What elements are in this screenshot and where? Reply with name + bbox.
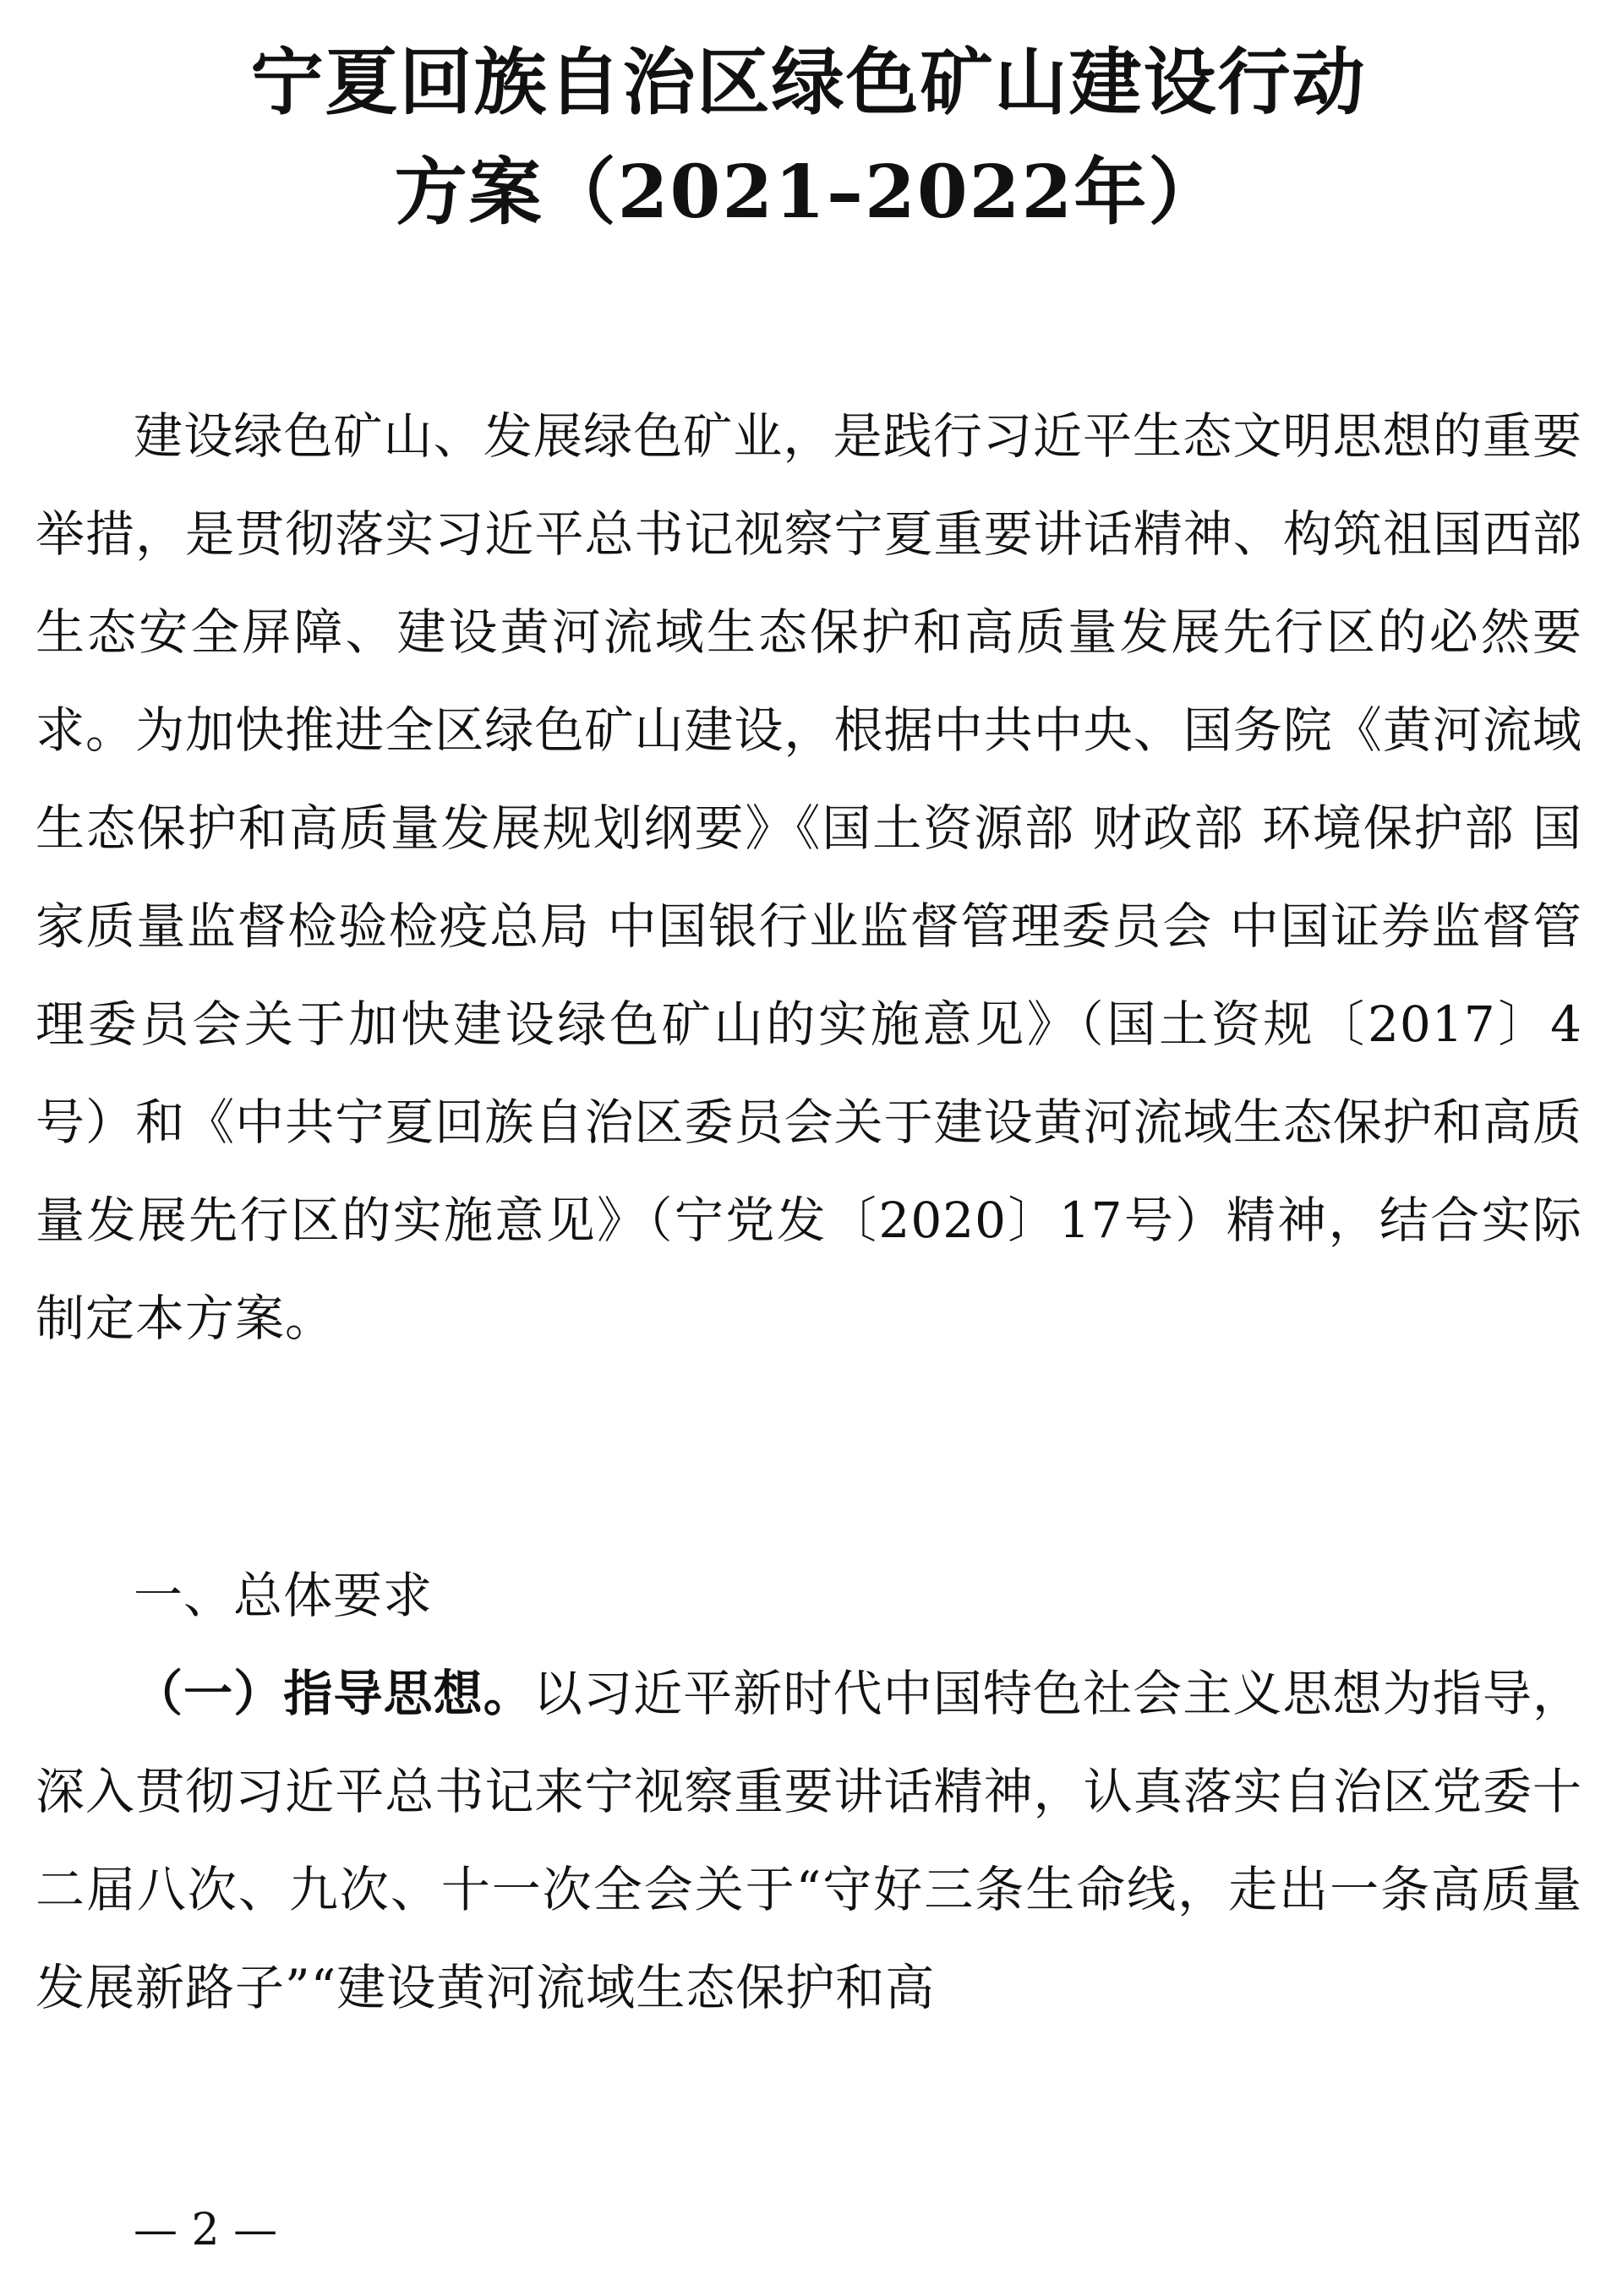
guiding-thought-paragraph bbox=[36, 1644, 1582, 2037]
page-number: — 2 — bbox=[134, 2205, 278, 2255]
intro-paragraph: 建设绿色矿山、发展绿色矿业，是践行习近平生态文明思想的重要举措，是贯彻落实习近平总书记视察宁夏重要讲话精神、构筑祖国西部生态安全屏障、建设黄河流域生态保护和高质量发展先行区的必然要求。为加快推进全区绿色矿山建设，根据中共中央、国务院《黄河流域生态保护和高质量发展规划纲要》《国土资源部 财政部 环境保护部 国家质量监督检验检疫总局 中国银行业监督管理委员会 中国证券监督管理委员会关于加快建设绿色矿山的实施意见》（国土资规〔2017〕4号）和《中共宁夏回族自治区委员会关于建设黄河流域生态保护和高质量发展先行区的实施意见》（宁党发〔2020〕17号）精神，结合实际制定本方案。 bbox=[36, 407, 1582, 1347]
document-title-line-1: 宁夏回族自治区绿色矿山建设行动 bbox=[250, 40, 1367, 125]
intro-section bbox=[36, 387, 1582, 1367]
guiding-thought-lead: （一）指导思想。 bbox=[134, 1665, 533, 1722]
guiding-thought-body: 以习近平新时代中国特色社会主义思想为指导，深入贯彻习近平总书记来宁视察重要讲话精神，认真落实自治区党委十二届八次、九次、十一次全会关于“守好三条生命线，走出一条高质量发展新路子”“建设黄河流域生态保护和高 bbox=[36, 1665, 1582, 2016]
section-heading-general-requirements: 一、总体要求 bbox=[134, 1567, 434, 1624]
guiding-thought-section bbox=[36, 1644, 1582, 2037]
document-title-line-2: 方案（2021–2022年） bbox=[394, 150, 1223, 235]
